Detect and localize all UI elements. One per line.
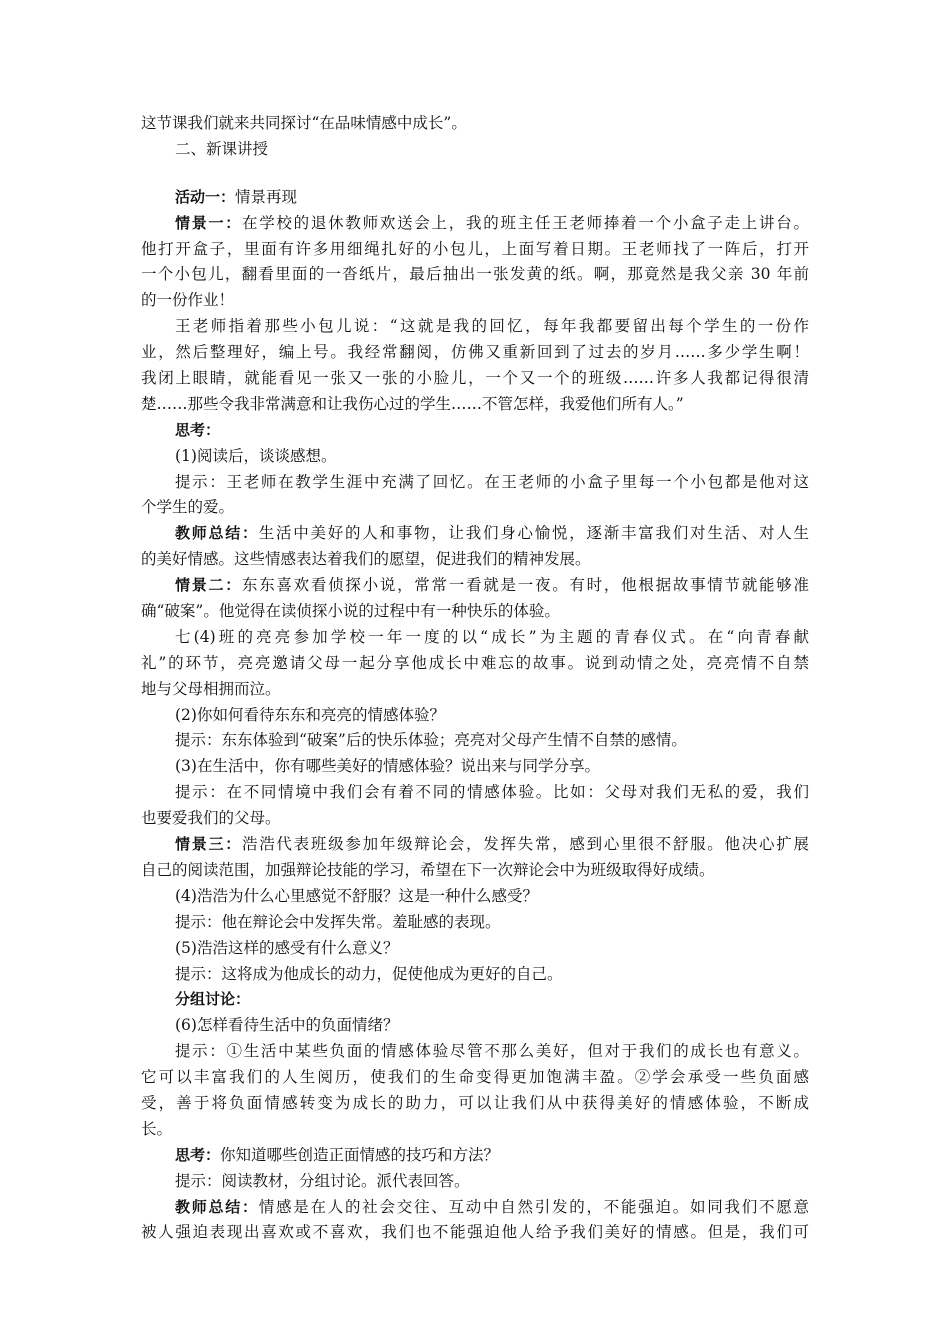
group-label: 分组讨论：	[175, 990, 251, 1009]
summary-label: 教师总结：	[175, 524, 259, 543]
intro-line: 这节课我们就来共同探讨“在品味情感中成长”。	[141, 114, 467, 132]
think-label-2: 思考：	[175, 1145, 221, 1164]
question-1: (1)阅读后，谈谈感想。	[175, 446, 337, 465]
hint-6-line-1: 提示：①生活中某些负面的情感体验尽管不那么美好，但对于我们的成长也有意义。	[175, 1042, 809, 1061]
question-4: (4)浩浩为什么心里感觉不舒服？这是一种什么感受？	[175, 886, 538, 905]
quote-line-2: 业，然后整理好，编上号。我经常翻阅，仿佛又重新回到了过去的岁月……多少学生啊！	[141, 343, 809, 362]
question-6: (6)怎样看待生活中的负面情绪？	[175, 1016, 399, 1035]
hint-3-line-2: 也要爱我们的父母。	[141, 809, 281, 828]
summary-1-line-2: 的美好情感。这些情感表达着我们的愿望，促进我们的精神发展。	[141, 550, 591, 569]
question-5: (5)浩浩这样的感受有什么意义？	[175, 938, 399, 957]
section-heading: 二、新课讲授	[175, 139, 269, 158]
scenario-3-text: 浩浩代表班级参加年级辩论会，发挥失常，感到心里很不舒服。他决心扩展	[241, 835, 809, 854]
summary-text: 生活中美好的人和事物，让我们身心愉悦，逐渐丰富我们对生活、对人生	[258, 524, 809, 543]
scenario-2-line-2: 确“破案”。他觉得在读侦探小说的过程中有一种快乐的体验。	[141, 602, 560, 621]
scenario-1-line-3: 一个小包儿，翻看里面的一沓纸片，最后抽出一张发黄的纸。啊，那竟然是我父亲 30 年前	[141, 265, 809, 284]
scenario-3-line-2: 自己的阅读范围，加强辩论技能的学习，希望在下一次辩论会中为班级取得好成绩。	[141, 860, 715, 879]
quote-line-1: 王老师指着那些小包儿说：“这就是我的回忆，每年我都要留出每个学生的一份作	[175, 317, 809, 336]
scenario-3-line-1	[141, 833, 809, 855]
hint-1-line-2: 个学生的爱。	[141, 498, 235, 517]
blank-line	[141, 164, 809, 186]
document-page	[141, 112, 809, 1247]
scenario-2-text: 东东喜欢看侦探小说，常常一看就是一夜。有时，他根据故事情节就能够准	[241, 576, 809, 595]
activity-label: 活动一：	[175, 187, 236, 206]
scenario-1-label: 情景一：	[175, 213, 242, 232]
summary-label-2: 教师总结：	[175, 1197, 259, 1216]
quote-line-4: 楚……那些令我非常满意和让我伤心过的学生……不管怎样，我爱他们所有人。”	[141, 394, 684, 413]
hint-6-line-2: 它可以丰富我们的人生阅历，使我们的生命变得更加饱满丰盈。②学会承受一些负面感	[141, 1068, 809, 1087]
scenario-2b-line-2: 礼”的环节，亮亮邀请父母一起分享他成长中难忘的故事。说到动情之处，亮亮情不自禁	[141, 653, 809, 672]
summary-2-line-2: 被人强迫表现出喜欢或不喜欢，我们也不能强迫他人给予我们美好的情感。但是，我们可	[141, 1223, 809, 1242]
hint-6-line-3: 受，善于将负面情感转变为成长的助力，可以让我们从中获得美好的情感体验，不断成	[141, 1093, 809, 1112]
scenario-1-line-4: 的一份作业！	[141, 291, 235, 310]
summary-1-line-1	[141, 522, 809, 544]
quote-line-3: 我闭上眼睛，就能看见一张又一张的小脸儿，一个又一个的班级……许多人我都记得很清	[141, 369, 809, 388]
activity-heading	[141, 186, 809, 208]
scenario-3-label: 情景三：	[175, 835, 242, 854]
scenario-1-text: 在学校的退休教师欢送会上，我的班主任王老师捧着一个小盒子走上讲台。	[241, 213, 809, 232]
summary-2-line-1	[141, 1196, 809, 1218]
question-3: (3)在生活中，你有哪些美好的情感体验？说出来与同学分享。	[175, 757, 600, 776]
think-text-2: 你知道哪些创造正面情感的技巧和方法？	[220, 1145, 500, 1164]
group-heading	[141, 988, 809, 1010]
hint-7: 提示：阅读教材，分组讨论。派代表回答。	[175, 1171, 470, 1190]
hint-5: 提示：这将成为他成长的动力，促使他成为更好的自己。	[175, 964, 563, 983]
scenario-2-line-1	[141, 574, 809, 596]
think-heading-2	[141, 1144, 809, 1166]
scenario-2b-line-1: 七(4)班的亮亮参加学校一年一度的以“成长”为主题的青春仪式。在“向青春献	[175, 627, 809, 646]
hint-1-line-1: 提示：王老师在教学生涯中充满了回忆。在王老师的小盒子里每一个小包都是他对这	[175, 472, 809, 491]
question-2: (2)你如何看待东东和亮亮的情感体验？	[175, 705, 445, 724]
activity-text: 情景再现	[235, 187, 298, 206]
summary-text-2: 情感是在人的社会交往、互动中自然引发的，不能强迫。如同我们不愿意	[258, 1197, 809, 1216]
hint-4: 提示：他在辩论会中发挥失常。羞耻感的表现。	[175, 912, 501, 931]
hint-2: 提示：东东体验到“破案”后的快乐体验；亮亮对父母产生情不自禁的感情。	[175, 731, 687, 750]
scenario-2b-line-3: 地与父母相拥而泣。	[141, 679, 281, 698]
think-heading-1	[141, 419, 809, 441]
hint-3-line-1: 提示：在不同情境中我们会有着不同的情感体验。比如：父母对我们无私的爱，我们	[175, 783, 809, 802]
scenario-1-line-2: 他打开盒子，里面有许多用细绳扎好的小包儿，上面写着日期。王老师找了一阵后，打开	[141, 239, 809, 258]
scenario-1-line-1	[141, 212, 809, 234]
think-label: 思考：	[175, 420, 221, 439]
scenario-2-label: 情景二：	[175, 576, 242, 595]
hint-6-line-4: 长。	[141, 1119, 173, 1138]
